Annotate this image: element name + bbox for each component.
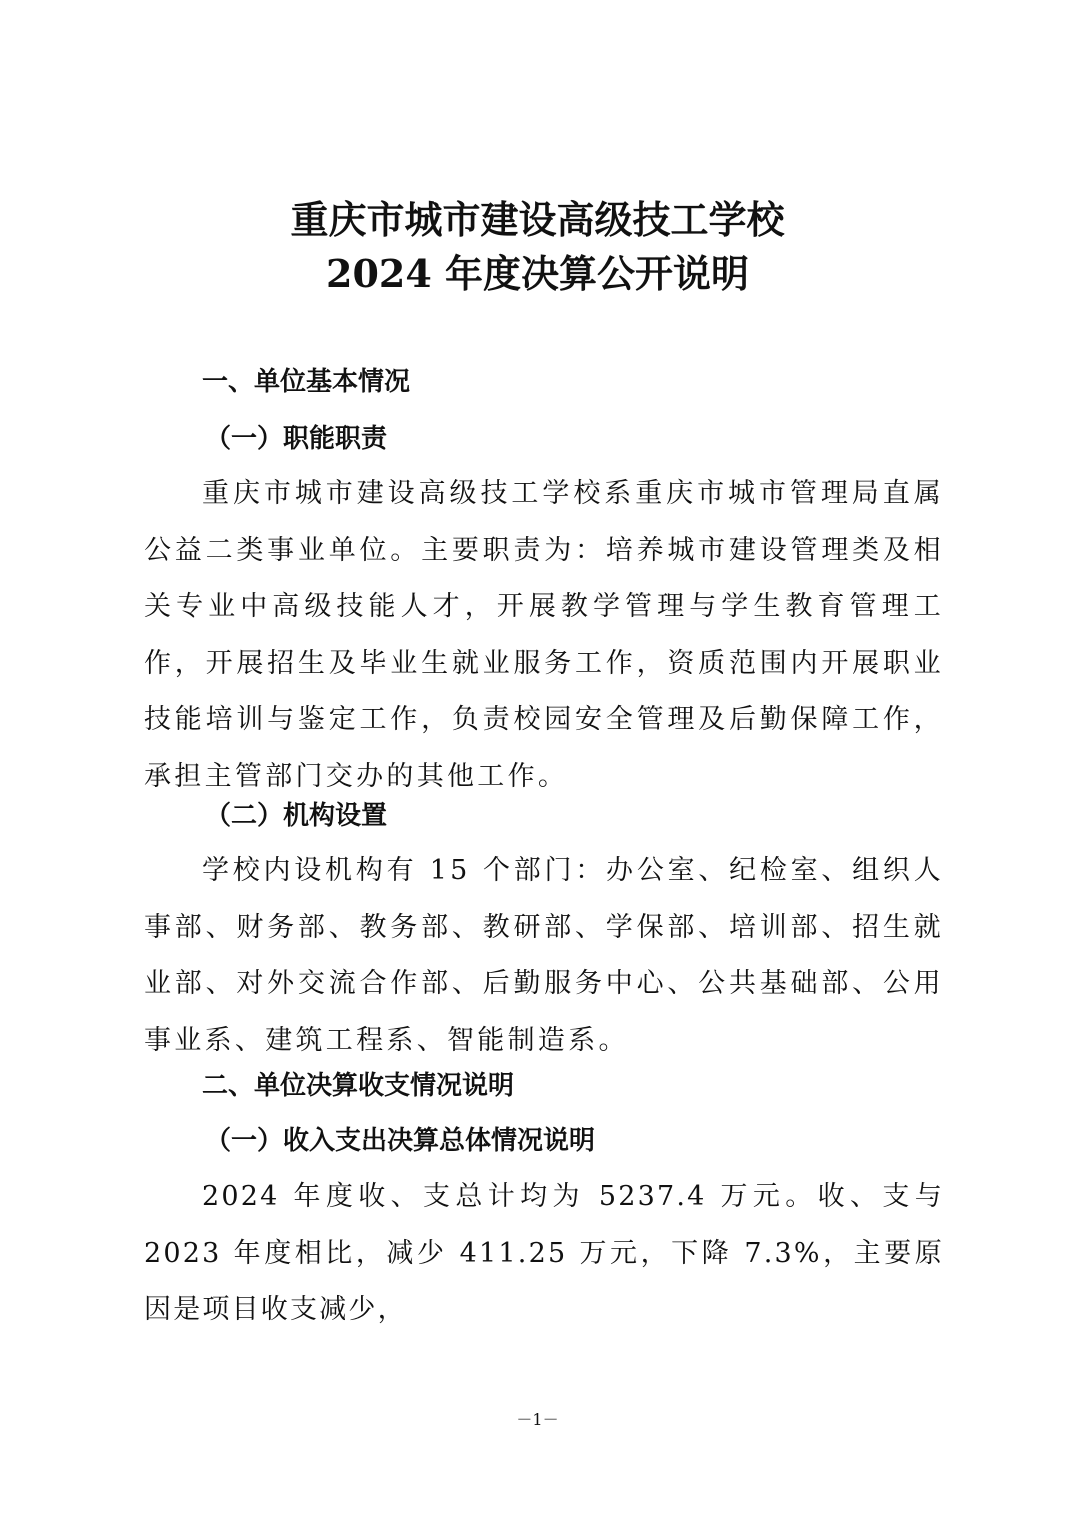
paragraph-overall-income-expense: 2024 年度收、支总计均为 5237.4 万元。收、支与 2023 年度相比，减少 411.25 万元，下降 7.3%，主要原因是项目收支减少， xyxy=(144,1181,944,1325)
subsection-heading-duties: （一）职能职责 xyxy=(205,424,388,454)
paragraph-duties: 重庆市城市建设高级技工学校系重庆市城市管理局直属公益二类事业单位。主要职责为：培养城市建设管理类及相关专业中高级技能人才，开展教学管理与学生教育管理工作，开展招生及毕业生就业服务工作，资质范围内开展职业技能培训与鉴定工作，负责校园安全管理及后勤保障工作，承担主管部门交办的其他工作。 xyxy=(144,478,944,792)
subsection-heading-organization: （二）机构设置 xyxy=(205,801,388,831)
subsection-heading-overall-income-expense: （一）收入支出决算总体情况说明 xyxy=(205,1126,596,1156)
page-number: －1－ xyxy=(516,1410,559,1429)
section-heading-budget-explanation: 二、单位决算收支情况说明 xyxy=(202,1071,515,1101)
document-title-line1: 重庆市城市建设高级技工学校 xyxy=(290,197,785,242)
section-heading-unit-basics: 一、单位基本情况 xyxy=(202,367,411,397)
document-title-line2: 2024 年度决算公开说明 xyxy=(326,251,749,296)
paragraph-organization: 学校内设机构有 15 个部门：办公室、纪检室、组织人事部、财务部、教务部、教研部、学保部、培训部、招生就业部、对外交流合作部、后勤服务中心、公共基础部、公用事业系、建筑工程系、智能制造系。 xyxy=(144,855,944,1056)
